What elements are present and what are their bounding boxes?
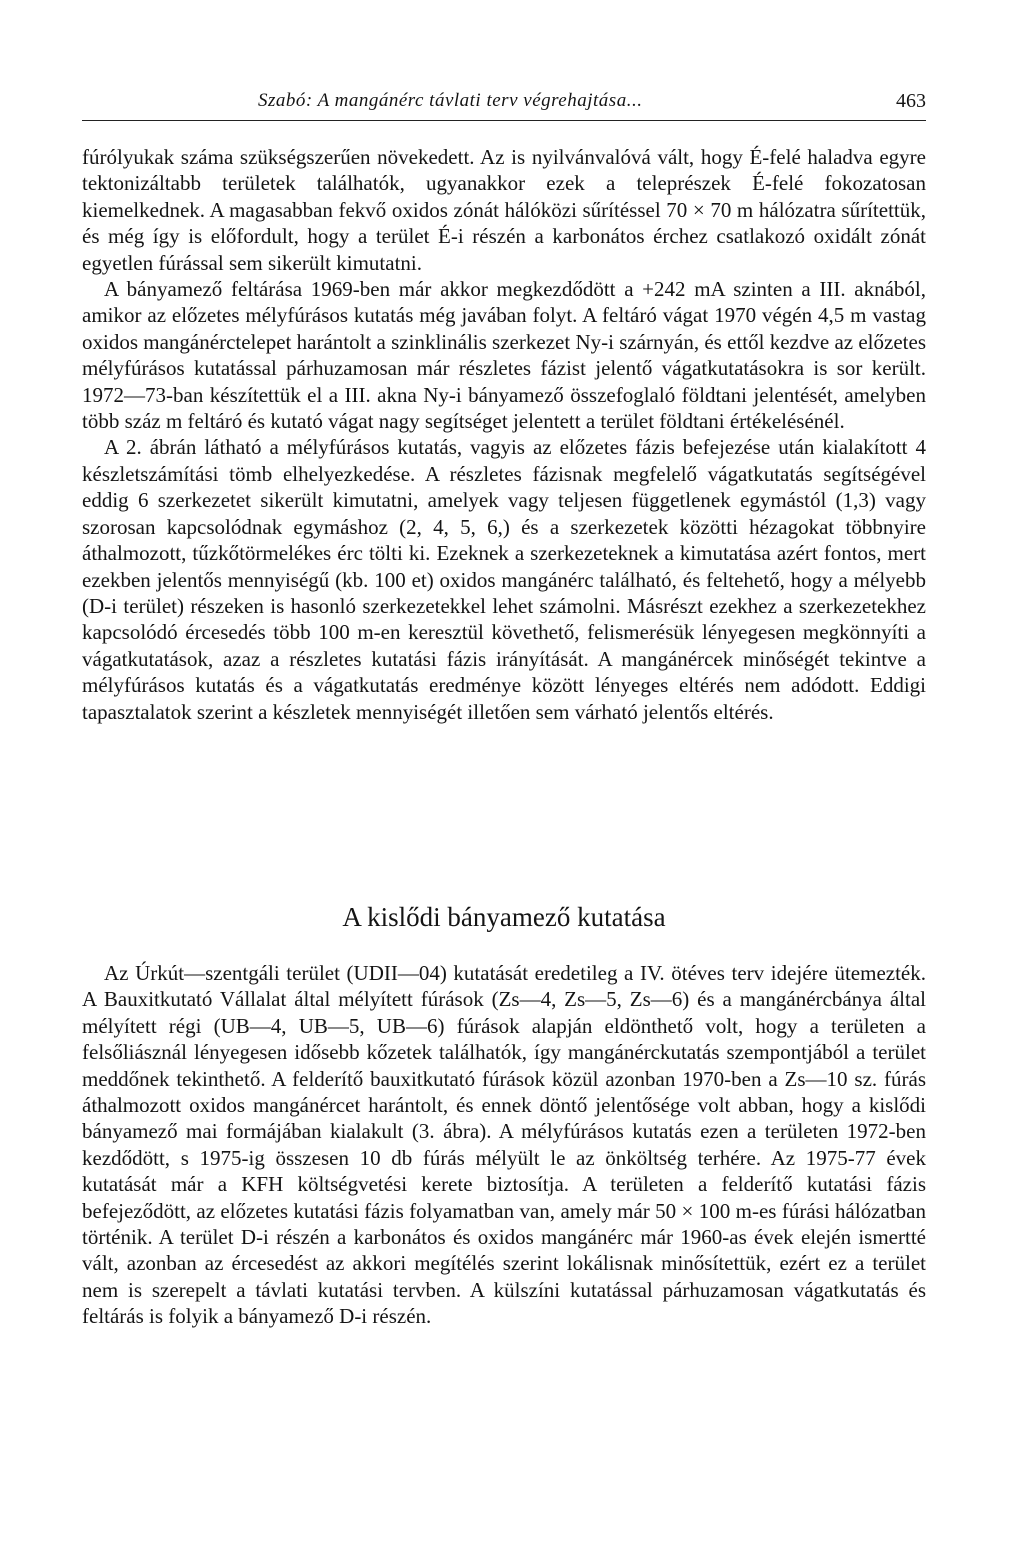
document-page bbox=[82, 0, 926, 1554]
paragraph-2: A bányamező feltárása 1969-ben már akkor megkezdődött a +242 mA szinten a III. aknából, amikor az előzetes mélyfúrásos kutatás még javában folyt. A feltáró vágat 1970 végén 4,5 m vastag oxidos mangánérctelepet harántolt a szinklinális szerkezet Ny-i szárnyán, és ettől kezdve az előzetes mélyfúrásos kutatással párhuzamosan már részletes fázist jelentő vágatkutatásokra is sor került. 1972—73-ban készítettük el a III. akna Ny-i bányamező összefoglaló földtani jelentését, amelyben több száz m feltáró és kutató vágat nagy segítséget jelentett a terület földtani értékelésénél. bbox=[82, 277, 926, 434]
running-title: Szabó: A mangánérc távlati terv végrehajtása... bbox=[258, 90, 643, 111]
paragraph-4: Az Úrkút—szentgáli terület (UDII—04) kutatását eredetileg a IV. ötéves terv idejére ütemezték. A Bauxitkutató Vállalat által mélyített fúrások (Zs—4, Zs—5, Zs—6) és a mangánércbánya által mélyített régi (UB—4, UB—5, UB—6) fúrások alapján eldönthető volt, hogy a területen a felsőliásznál lényegesen idősebb kőzetek találhatók, így mangánérckutatás szempontjából a terület meddőnek tekinthető. A felderítő bauxitkutató fúrások közül azonban 1970-ben a Zs—10 sz. fúrás áthalmozott oxidos mangánércet harántolt, és ennek döntő jelentősége volt abban, hogy a kislődi bányamező mai formájában kialakult (3. ábra). A mélyfúrásos kutatás ezen a területen 1972-ben kezdődött, s 1975-ig összesen 10 db fúrás mélyült le az önköltség terhére. Az 1975-77 évek kutatását már a KFH költségvetési kerete biztosítja. A területen a felderítő kutatási fázis befejeződött, az előzetes kutatási fázis folyamatban van, amely már 50 × 100 m-es fúrási hálózatban történik. A terület D-i részén a karbonátos és oxidos mangánérc már 1960-as évek elején ismertté vált, azonban az ércesedést az akkori megítélés szerint lokálisnak minősítettük, ezért ez a terület nem is szerepelt a távlati kutatási tervben. A külszíni kutatással párhuzamosan vágatkutatás és feltárás is folyik a bányamező D-i részén. bbox=[82, 961, 926, 1329]
body-text-section bbox=[82, 960, 926, 1330]
running-header bbox=[82, 86, 926, 121]
page-number: 463 bbox=[896, 90, 926, 112]
body-text-intro bbox=[82, 144, 926, 725]
paragraph-1: fúrólyukak száma szükségszerűen növekedett. Az is nyilvánvalóvá vált, hogy É-felé haladva egyre tektonizáltabb területek találhatók, ugyanakkor ezek a teleprészek É-felé fokozatosan kiemelkednek. A magasabban fekvő oxidos zónát hálóközi sűrítéssel 70 × 70 m hálózatra sűrítettük, és még így is előfordult, hogy a terület É-i részén a karbonátos érchez csatlakozó oxidált zónát egyetlen fúrással sem sikerült kimutatni. bbox=[82, 145, 926, 275]
paragraph-3: A 2. ábrán látható a mélyfúrásos kutatás, vagyis az előzetes fázis befejezése után kialakított 4 készletszámítási tömb elhelyezkedése. A részletes fázisnak megfelelő vágatkutatás segítségével eddig 6 szerkezetet sikerült kimutatni, amelyek vagy teljesen függetlenek egymástól (1,3) vagy szorosan kapcsolódnak egymáshoz (2, 4, 5, 6,) és a szerkezetek közötti hézagokat többnyire áthalmozott, tűzkőtörmelékes érc tölti ki. Ezeknek a szerkezeteknek a kimutatása azért fontos, mert ezekben jelentős mennyiségű (kb. 100 et) oxidos mangánérc található, és feltehető, hogy a mélyebb (D-i terület) részeken is hasonló szerkezetekkel lehet számolni. Másrészt ezekhez a szerkezetekhez kapcsolódó ércesedés több 100 m-en keresztül követhető, felismerésük lényegesen megkönnyíti a vágatkutatások, azaz a részletes kutatási fázis irányítását. A mangánércek minőségét tekintve a mélyfúrásos kutatás és a vágatkutatás eredménye között lényeges eltérés nem adódott. Eddigi tapasztalatok szerint a készletek mennyiségét illetően sem várható jelentős eltérés. bbox=[82, 435, 926, 724]
section-heading: A kislődi bányamező kutatása bbox=[342, 902, 666, 932]
